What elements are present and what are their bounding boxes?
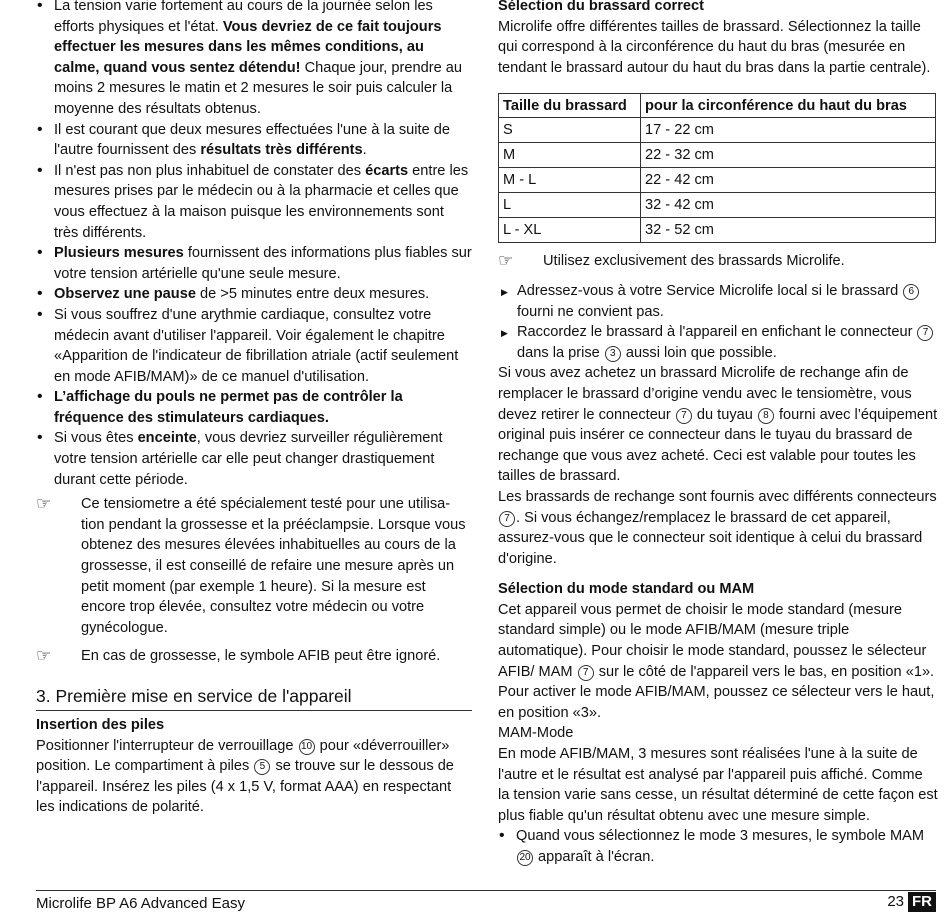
footer-page	[887, 892, 936, 913]
callout-number: 7	[499, 511, 515, 527]
mam-list	[498, 826, 938, 867]
cuff-instructions	[498, 281, 938, 363]
cuff-title: Sélection du brassard correct	[498, 0, 705, 14]
pregnancy-note: ☞ Ce tensiometre a été spécialement testé pour une utilisa-tion pendant la grossesse et la prééclampsie. Lorsque vous obtenez des mesures élevées inhabituelles au cours de la grossesse, il est conseillé de refaire une mesure après un petit moment (par exemple 1 heure). Si la mesure est encore trop élevée, consultez votre médecin ou votre gynécologue.	[36, 494, 466, 636]
measurement-tips-list	[36, 0, 472, 490]
replacement-cuff-text: Si vous avez achetez un brassard Microlife de rechange afin de remplacer le brassard d’origine vendu avec le tensiomètre, vous devez retirer le connecteur 7 du tuyau 8 fourni avec l’équipement original puis insérer ce connecteur dans le tuyau du brassard de rechange que vous avez acheté. Ceci est valable pour toutes les tailles de brassard.	[498, 365, 938, 485]
callout-number: 8	[758, 408, 774, 424]
list-item: • Il n'est pas non plus inhabituel de constater des écarts entre les mesures prises par le médecin ou à la pharmacie et celles que vous effectuez à la maison puisque les environnements sont très différents.	[36, 161, 472, 243]
table-cell: 22 - 32 cm	[641, 143, 936, 168]
mam-label: MAM-Mode	[498, 725, 574, 742]
footer-divider	[36, 890, 936, 891]
cuff-intro: Microlife offre différentes tailles de brassard. Sélectionnez la taille qui correspond à la circonférence du haut du bras (mesurée en tendant le brassard autour du haut du bras dans la partie centrale).	[498, 18, 931, 76]
callout-number: 7	[676, 408, 692, 424]
list-item: • Si vous souffrez d'une arythmie cardiaque, consultez votre médecin avant d'utiliser l'appareil. Voir également le chapitre «Apparition de l'indicateur de fibrillation atriale (actif seulement en mode AFIB/MAM)» de ce manuel d'utilisation.	[36, 305, 472, 387]
list-item: • La tension varie fortement au cours de la journée selon les efforts physiques et l'état. Vous devriez de ce fait toujours effectuer les mesures dans les mêmes conditions, au calme, quand vous sentez détendu! Chaque jour, prendre au moins 2 mesures le matin et 2 mesures le soir puis calculer la moyenne des résultats obtenus.	[36, 0, 472, 120]
table-header: Taille du brassard	[499, 94, 641, 118]
afib-note: ☞ En cas de grossesse, le symbole AFIB peut être ignoré.	[36, 646, 441, 666]
footer-product: Microlife BP A6 Advanced Easy	[36, 895, 246, 912]
table-row	[499, 218, 936, 243]
page-number: 23	[887, 893, 904, 910]
callout-number: 3	[605, 346, 621, 362]
table-row	[499, 168, 936, 193]
batteries-text: Positionner l'interrupteur de verrouillage 10 pour «déverrouiller» position. Le compartiment à piles 5 se trouve sur le dessous de l'appareil. Insérez les piles (4 x 1,5 V, format AAA) en respectant les indications de polarité.	[36, 737, 454, 816]
list-item: ▶ Adressez-vous à votre Service Microlife local si le brassard 6 fourni ne convient pas.	[498, 281, 938, 322]
table-row	[499, 193, 936, 218]
pointing-hand-icon: ☞	[498, 251, 514, 271]
mam-text: En mode AFIB/MAM, 3 mesures sont réalisées l'une à la suite de l'autre et le résultat est analysé par l'appareil puis affiché. Comme la tension varie sans cesse, un résultat déterminé de cette façon est plus fiable qu'un résultat obtenu avec une mesure simple.	[498, 746, 938, 824]
table-cell: M - L	[499, 168, 641, 193]
batteries-title: Insertion des piles	[36, 717, 165, 733]
pointing-hand-icon: ☞	[36, 494, 52, 514]
callout-number: 7	[578, 665, 594, 681]
table-cell: 17 - 22 cm	[641, 118, 936, 143]
connectors-text: Les brassards de rechange sont fournis avec différents connecteurs 7 . Si vous échangez/remplacez le brassard de cet appareil, assurez-vous que le connecteur soit identique à celui du brassard d'origine.	[498, 488, 937, 567]
table-cell: S	[499, 118, 641, 143]
cuff-size-table	[498, 93, 936, 243]
list-item: • Il est courant que deux mesures effectuées l'une à la suite de l'autre fournissent des résultats très différents.	[36, 120, 472, 161]
left-column	[36, 0, 472, 818]
list-item: • L’affichage du pouls ne permet pas de contrôler la fréquence des stimulateurs cardiaques.	[36, 387, 472, 428]
list-item: • Observez une pause de >5 minutes entre deux mesures.	[36, 284, 472, 305]
language-badge: FR	[908, 892, 936, 912]
table-cell: L - XL	[499, 218, 641, 243]
callout-number: 20	[517, 850, 533, 866]
callout-number: 7	[917, 325, 933, 341]
list-item: • Quand vous sélectionnez le mode 3 mesures, le symbole MAM 20 apparaît à l'écran.	[498, 826, 938, 867]
pointing-hand-icon: ☞	[36, 646, 52, 666]
table-header: pour la circonférence du haut du bras	[641, 94, 936, 118]
section-title: 3. Première mise en service de l'appareil	[36, 685, 472, 711]
table-cell: 22 - 42 cm	[641, 168, 936, 193]
list-item: • Si vous êtes enceinte, vous devriez surveiller régulièrement votre tension artérielle car elle peut changer drastiquement durant cette période.	[36, 428, 472, 490]
callout-number: 6	[903, 284, 919, 300]
right-column	[498, 0, 938, 868]
mode-text: Cet appareil vous permet de choisir le mode standard (mesure standard simple) ou le mode AFIB/MAM (mesure triple automatique). Pour choisir le mode standard, poussez le sélecteur AFIB/ MAM 7 sur le côté de l'appareil vers le bas, en position «1». Pour activer le mode AFIB/MAM, poussez ce sélecteur vers le haut, en position «3».	[498, 601, 935, 721]
table-cell: 32 - 52 cm	[641, 218, 936, 243]
table-cell: M	[499, 143, 641, 168]
list-item: • Plusieurs mesures fournissent des informations plus fiables sur votre tension artérielle qu'une seule mesure.	[36, 243, 472, 284]
table-row	[499, 118, 936, 143]
callout-number: 10	[299, 739, 315, 755]
table-row	[499, 143, 936, 168]
mode-title: Sélection du mode standard ou MAM	[498, 581, 755, 598]
table-header-row	[499, 94, 936, 118]
table-cell: 32 - 42 cm	[641, 193, 936, 218]
callout-number: 5	[254, 759, 270, 775]
list-item: ▶ Raccordez le brassard à l'appareil en enfichant le connecteur 7 dans la prise 3 aussi loin que possible.	[498, 322, 938, 363]
cuff-note: ☞ Utilisez exclusivement des brassards Microlife.	[498, 251, 845, 271]
table-cell: L	[499, 193, 641, 218]
